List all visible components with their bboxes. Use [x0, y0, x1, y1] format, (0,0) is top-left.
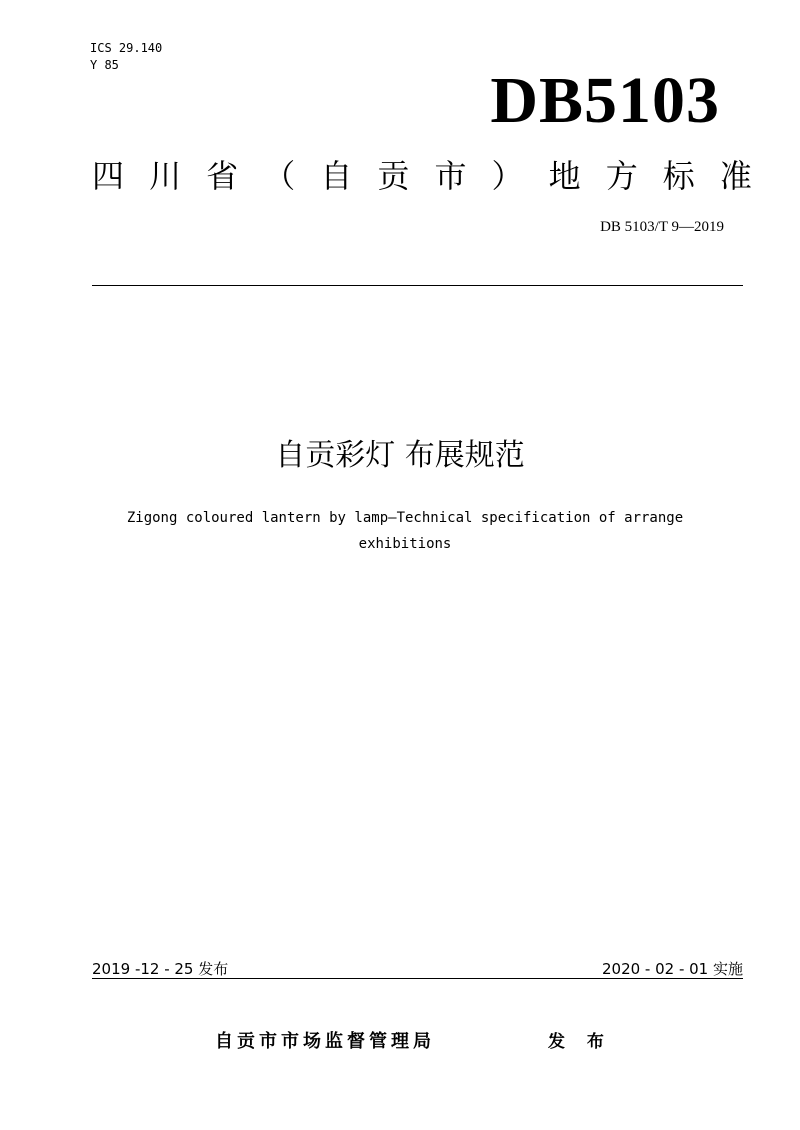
- ics-code: ICS 29.140: [90, 41, 163, 55]
- heading-char: 自: [320, 157, 353, 195]
- heading-char: （: [263, 157, 296, 195]
- title-chinese: 自贡彩灯 布展规范: [275, 438, 525, 473]
- issuing-authority: 自贡市市场监督管理局: [215, 1031, 435, 1052]
- heading-char: 准: [719, 157, 752, 195]
- release-date: 2019 -12 - 25 发布: [92, 960, 229, 978]
- standard-number: DB 5103/T 9—2019: [600, 219, 724, 235]
- implement-date: 2020 - 02 - 01 实施: [601, 960, 743, 978]
- heading-char: ）: [491, 157, 524, 195]
- heading-char: 省: [206, 157, 239, 195]
- heading-char: 贡: [377, 157, 410, 195]
- date-underline: [92, 978, 743, 979]
- heading-char: 市: [434, 157, 467, 195]
- heading-char: 四: [92, 157, 125, 195]
- issue-label: 发 布: [548, 1032, 612, 1052]
- province-standard-heading: [92, 156, 752, 196]
- header-divider: [92, 285, 743, 286]
- heading-char: 地: [548, 157, 581, 195]
- title-english: [80, 505, 730, 557]
- ccs-code: Y 85: [90, 58, 119, 72]
- heading-char: 方: [605, 157, 638, 195]
- heading-char: 川: [149, 157, 182, 195]
- date-row: [92, 958, 743, 980]
- classification-codes: [90, 40, 162, 74]
- db-code: DB5103: [490, 64, 720, 137]
- heading-char: 标: [662, 157, 695, 195]
- title-english-line: exhibitions: [358, 536, 452, 552]
- title-english-line: Zigong coloured lantern by lamp—Technical specification of arrange: [126, 510, 684, 526]
